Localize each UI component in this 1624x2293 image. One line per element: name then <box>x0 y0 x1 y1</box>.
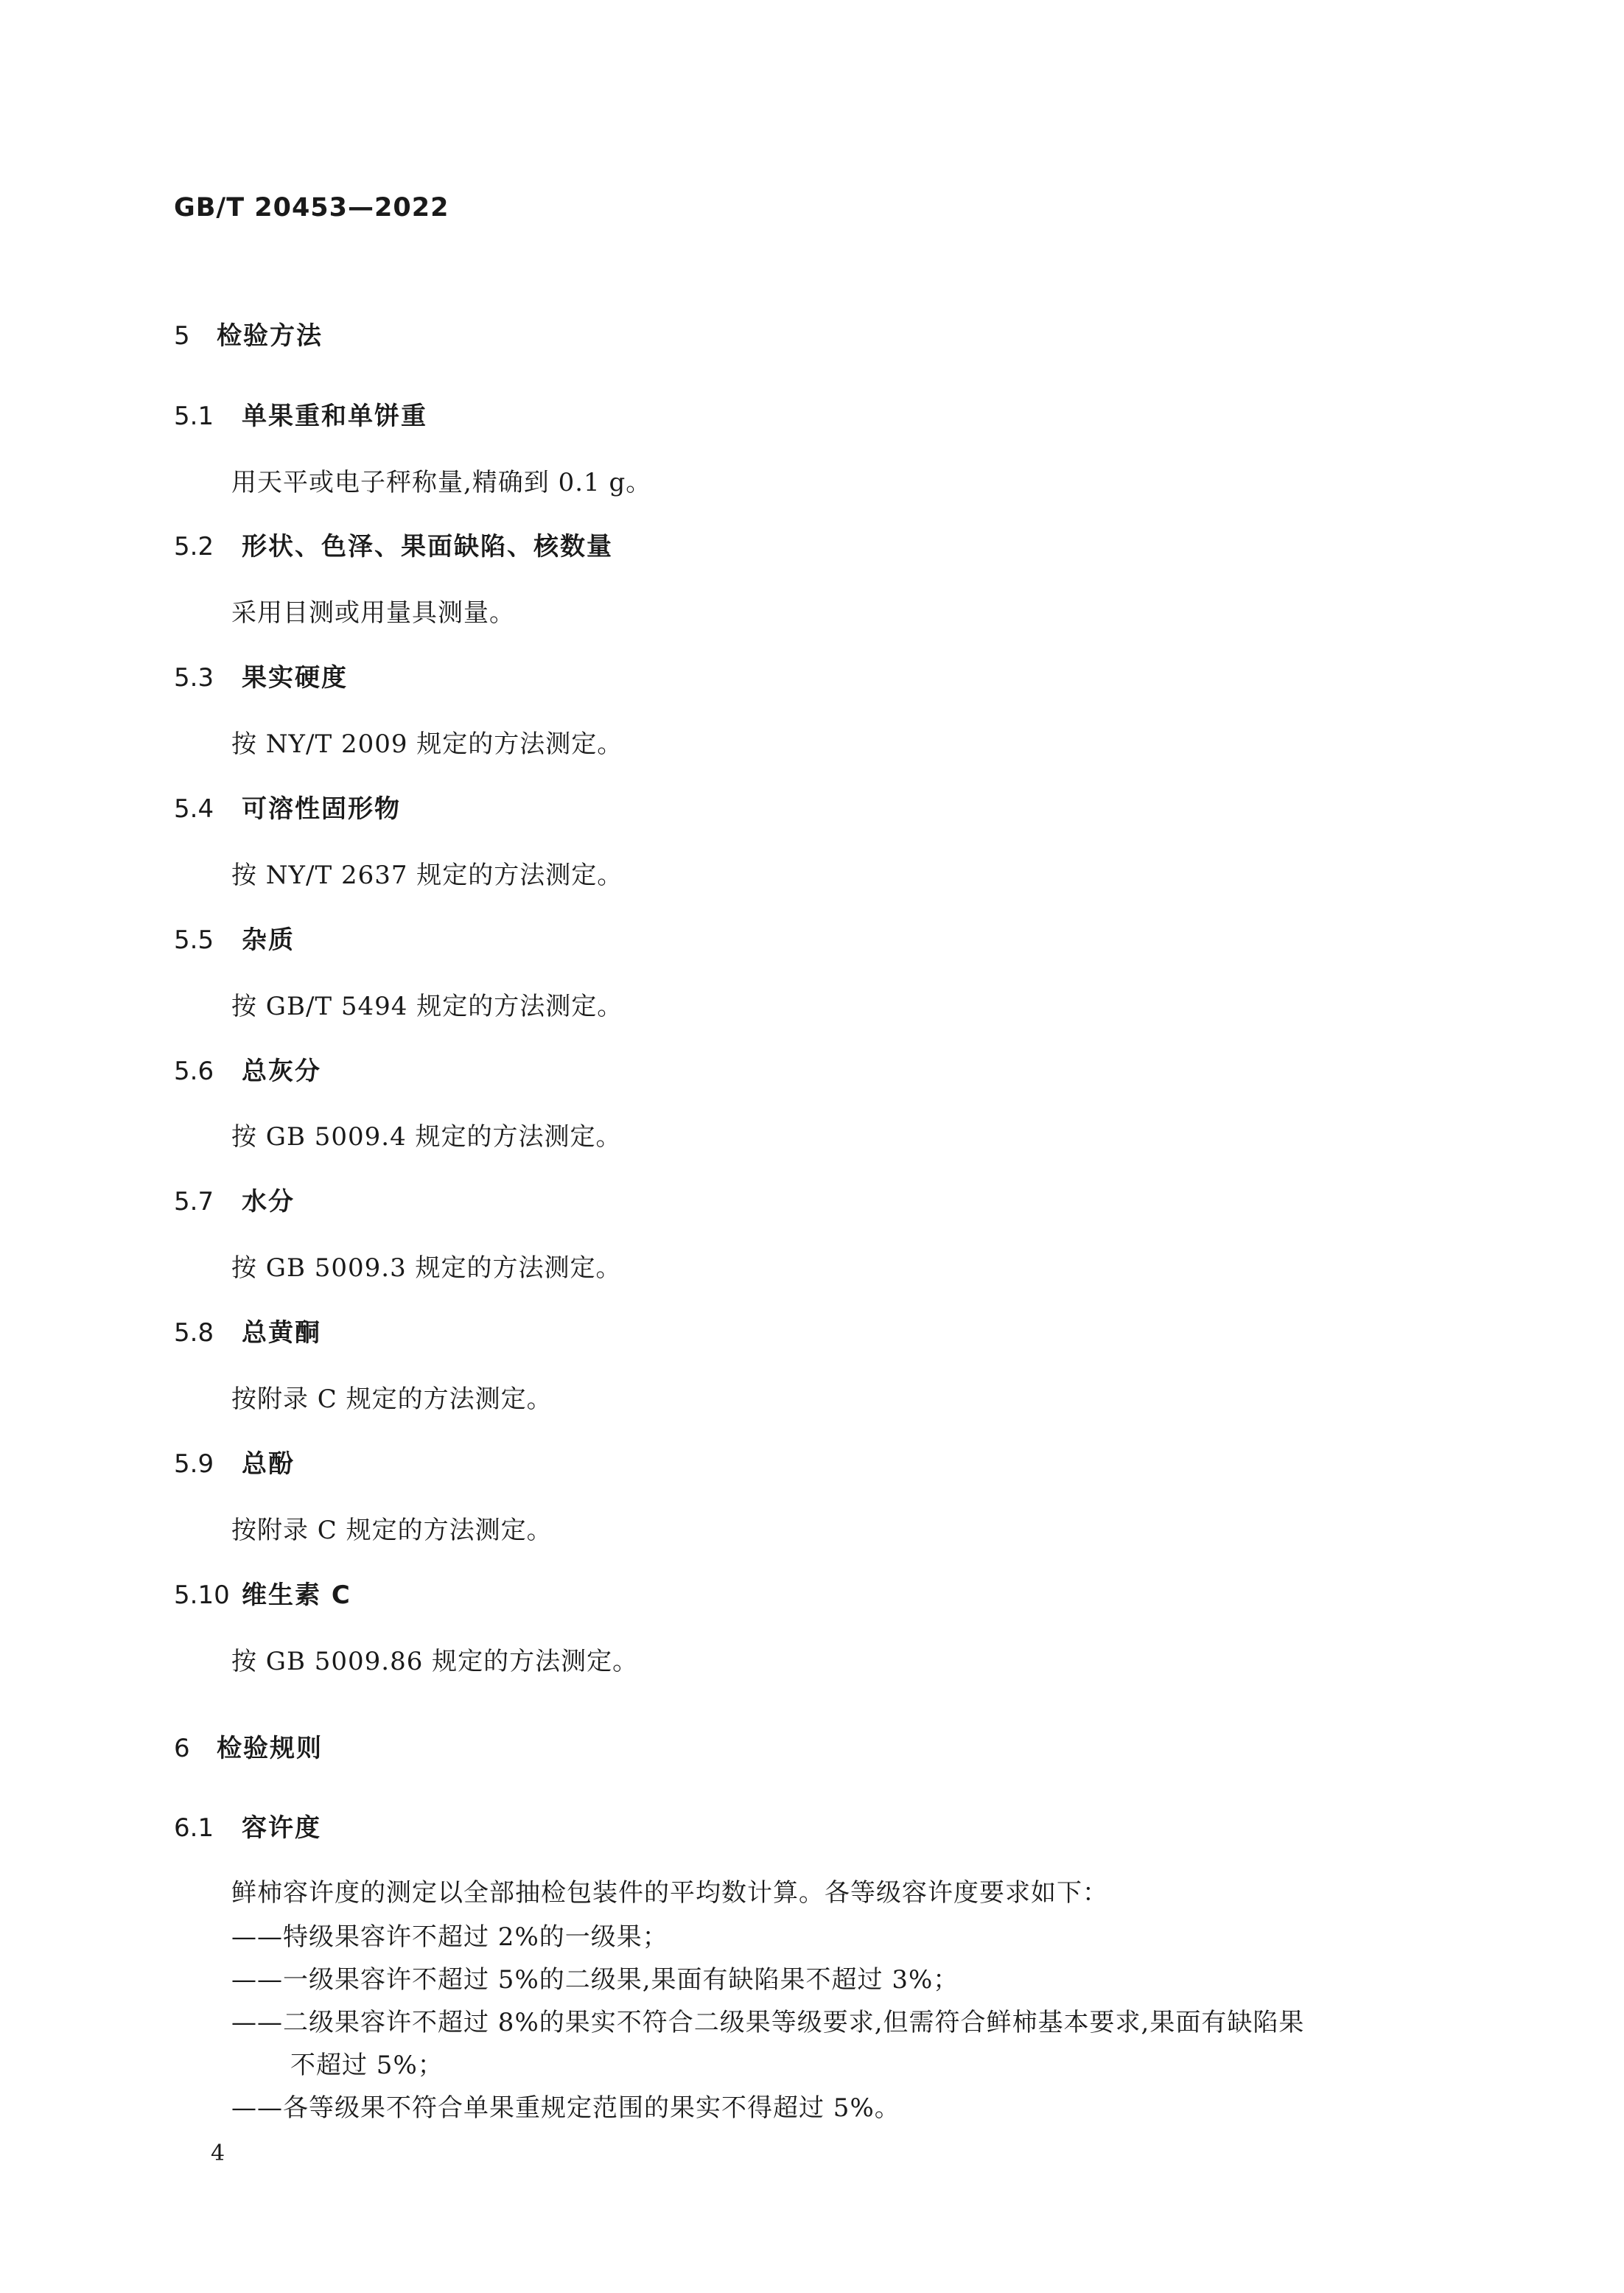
subsection-title: 单果重和单饼重 <box>242 402 427 431</box>
subsection-heading <box>174 1575 351 1611</box>
list-item: ——特级果容许不超过 2%的一级果； <box>231 1922 668 1952</box>
paragraph: 按 NY/T 2009 规定的方法测定。 <box>231 729 623 759</box>
section-title: 检验方法 <box>217 321 323 351</box>
section-title: 检验规则 <box>217 1734 323 1763</box>
subsection-number: 5.3 <box>174 663 214 693</box>
subsection-number: 5.9 <box>174 1449 214 1479</box>
subsection-title: 维生素 C <box>242 1580 351 1610</box>
page-number: 4 <box>211 2140 225 2166</box>
subsection-title: 形状、色泽、果面缺陷、核数量 <box>242 532 613 561</box>
subsection-title: 水分 <box>242 1187 295 1216</box>
subsection-number: 5.7 <box>174 1187 214 1216</box>
paragraph: 按 GB 5009.4 规定的方法测定。 <box>231 1122 622 1152</box>
subsection-title: 总酚 <box>242 1449 295 1479</box>
subsection-title: 总灰分 <box>242 1057 321 1086</box>
section-number: 6 <box>174 1734 190 1763</box>
paragraph: 鲜柿容许度的测定以全部抽检包装件的平均数计算。各等级容许度要求如下： <box>231 1878 1108 1908</box>
subsection-heading <box>174 396 427 432</box>
paragraph: 按附录 C 规定的方法测定。 <box>231 1516 553 1545</box>
list-item: ——一级果容许不超过 5%的二级果,果面有缺陷果不超过 3%； <box>231 1965 959 1995</box>
list-item: ——二级果容许不超过 8%的果实不符合二级果等级要求,但需符合鲜柿基本要求,果面有缺陷果 <box>231 2008 1305 2037</box>
subsection-number: 5.4 <box>174 794 214 824</box>
list-item: ——各等级果不符合单果重规定范围的果实不得超过 5%。 <box>231 2093 900 2123</box>
subsection-heading <box>174 1312 321 1348</box>
subsection-heading <box>174 1181 295 1217</box>
subsection-heading <box>174 788 401 825</box>
paragraph: 采用目测或用量具测量。 <box>231 598 515 628</box>
subsection-number: 5.1 <box>174 402 214 431</box>
subsection-heading <box>174 920 295 956</box>
subsection-number: 5.6 <box>174 1057 214 1086</box>
subsection-title: 果实硬度 <box>242 663 348 693</box>
subsection-number: 5.8 <box>174 1318 214 1348</box>
paragraph: 按 GB 5009.86 规定的方法测定。 <box>231 1647 639 1676</box>
subsection-heading <box>174 526 613 562</box>
subsection-number: 5.5 <box>174 925 214 955</box>
standard-code: GB/T 20453—2022 <box>174 193 449 223</box>
subsection-heading <box>174 1051 321 1087</box>
section-number: 5 <box>174 321 190 351</box>
paragraph: 按 GB 5009.3 规定的方法测定。 <box>231 1253 622 1283</box>
subsection-number: 5.2 <box>174 532 214 561</box>
paragraph: 按附录 C 规定的方法测定。 <box>231 1384 553 1414</box>
subsection-heading <box>174 1807 321 1844</box>
subsection-title: 可溶性固形物 <box>242 794 401 824</box>
paragraph: 用天平或电子秤称量,精确到 0.1 g。 <box>231 468 652 497</box>
subsection-title: 总黄酮 <box>242 1318 321 1348</box>
subsection-heading <box>174 657 348 693</box>
subsection-heading <box>174 1443 295 1480</box>
list-item-continuation: 不超过 5%； <box>290 2051 444 2080</box>
paragraph: 按 GB/T 5494 规定的方法测定。 <box>231 992 623 1021</box>
subsection-number: 6.1 <box>174 1813 214 1843</box>
subsection-title: 杂质 <box>242 925 295 955</box>
subsection-number: 5.10 <box>174 1580 230 1610</box>
paragraph: 按 NY/T 2637 规定的方法测定。 <box>231 861 623 890</box>
section-heading <box>174 1728 323 1764</box>
subsection-title: 容许度 <box>242 1813 321 1843</box>
section-heading <box>174 315 323 351</box>
